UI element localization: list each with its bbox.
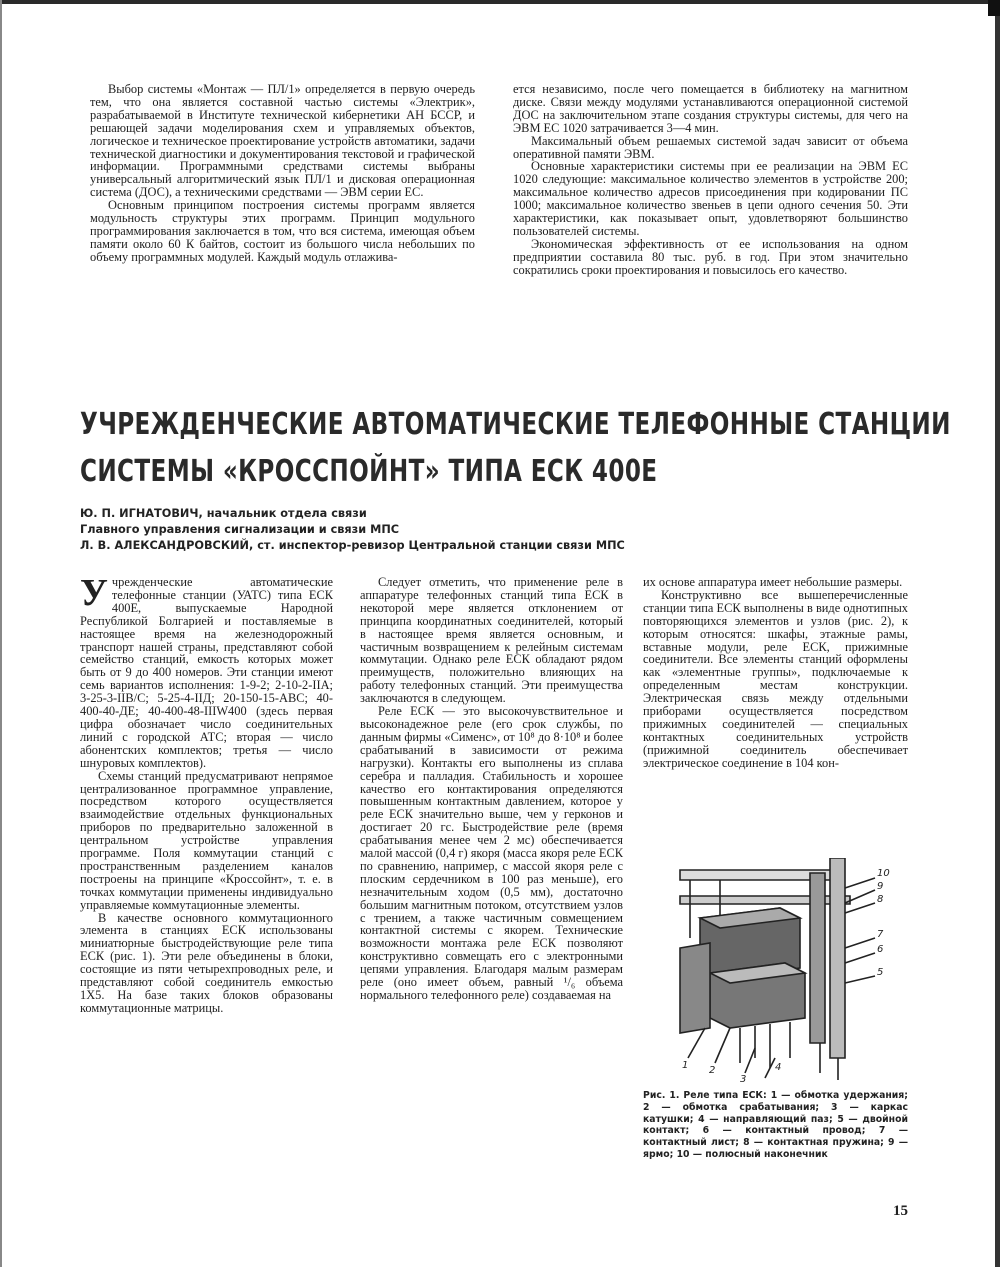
paragraph: Реле ЕСК — это высокочувствительное и высоконадежное реле (его срок службы, по данным фирмы «Сименс», от 10⁸ до 8·10⁸ и более срабатываний в зависимости от режима нагрузки). Контакты его выполнены из сплава серебра и палладия. Стабильность и хорошее качество его контактирования определяются повышенным контактным давлением, которое у реле ЕСК значительно выше, чем у герконов и достигает 20 гс. Быстродействие реле (время срабатывания менее чем 2 мс) обеспечивается малой массой (0,4 г) якоря (масса якоря реле ЕСК по сравнению, например, с массой якоря реле с плоским сердечником в 100 раз меньше), его незначительным ходом (0,5 мм), достаточно большим магнитным потоком, отсутствием узлов с трением, а также частичным совмещением контактной системы с якорем. Технические возможности монтажа реле ЕСК позволяют конструктивно совмещать его с электронными цепями управления. Благодаря малым размерам реле (оно имеет объем, равный ¹/₆ объема нормального телефонного реле) создаваемая на bbox=[360, 704, 623, 1002]
paragraph-text: чрежденческие автоматические телефонные станции (УАТС) типа ЕСК 400Е, выпускаемые Народной Республикой Болгарией и поставляемые в настоящее время на железнодорожный транспорт нашей страны, представляют собой семейство станций, емкость которых может быть от 9 до 400 номеров. Эти станции имеют семь вариантов исполнения: 1-9-2; 2-10-2-IIА; 3-25-3-IIВ/С; 5-25-4-IIД; 20-150-15-АВС; 40-400-40-ДЕ; 40-400-48-IIIW400 (здесь первая цифра обозначает число соединительных линий с городской АТС; вторая — число абонентских комплектов; третья — число шнуровых комплектов). bbox=[80, 575, 333, 770]
top-article-left-column bbox=[90, 83, 475, 264]
paragraph: Схемы станций предусматривают непрямое централизованное программное управление, посредством которого осуществляется взаимодействие отдельных функциональных приборов по предварительно заложенной в центральном устройстве управления программе. Поля коммутации станций с пространственным разделением каналов построены на принципе «Кроссойнт», т. е. в точках коммутации применены индивидуально управляемые коммутационные элементы. bbox=[80, 768, 333, 912]
figure-label: 8 bbox=[877, 894, 884, 905]
paragraph: Следует отметить, что применение реле в аппаратуре телефонных станций типа ЕСК в некоторой мере является отклонением от принципа координатных соединителей, который в настоящее время является основным, и частичным возвращением к релейным системам коммутации. Однако реле ЕСК обладают рядом преимуществ, положительно влияющих на работу телефонных станций. Эти преимущества заключаются в следующем. bbox=[360, 575, 623, 706]
paragraph: ется независимо, после чего помещается в библиотеку на магнитном диске. Связи между модулями устанавливаются операционной системой ДОС на заключительном этапе создания структуры системы, для чего на ЭВМ ЕС 1020 затрачивается 3—4 мин. bbox=[513, 82, 908, 135]
paragraph: В качестве основного коммутационного элемента в станциях ЕСК использованы миниатюрные быстродействующие реле типа ЕСК (рис. 1). Эти реле объединены в блоки, состоящие из пяти четырехпроводных реле, и представляют собой соединитель емкостью 1Х5. На базе таких блоков образованы коммутационные матрицы. bbox=[80, 910, 333, 1015]
top-article-right-column bbox=[513, 83, 908, 277]
paragraph: Основным принципом построения системы программ является модульность структуры этих программ. Принцип модульного программирования заключается в том, что вся система, имеющая объем памяти около 60 К байтов, состоит из большого числа небольших по объему программных модулей. Каждый модуль отлажива- bbox=[90, 198, 475, 264]
paragraph: Выбор системы «Монтаж — ПЛ/1» определяется в первую очередь тем, что она является составной частью системы «Электрик», разрабатываемой в Институте технической кибернетики АН БССР, и решающей задачи моделирования схем и управляемых объектов, логическое и техническое проектирование устройств автоматики, задачи технической диагностики и документирования текстовой и графической информации. Программными средствами системы выбраны универсальный алгоритмический язык ПЛ/1 и дисковая операционная система (ДОС), а техническими средствами — ЭВМ серии ЕС. bbox=[90, 82, 475, 200]
drop-cap: У bbox=[80, 572, 108, 614]
paragraph bbox=[80, 572, 333, 770]
paragraph: Экономическая эффективность от ее использования на одном предприятии составила 80 тыс. руб. в год. При этом значительно сократились сроки проектирования и повысилось его качество. bbox=[513, 236, 908, 277]
paragraph: Основные характеристики системы при ее реализации на ЭВМ ЕС 1020 следующие: максимальное количество элементов в устройстве 200; максимальное количество адресов присоединения при кодировании ПС 1000; максимальное количество звеньев в цепи одного сечения 50. Эти характеристики, как показывает опыт, удовлетворяют большинство пользователей системы. bbox=[513, 159, 908, 238]
author-line: Л. В. АЛЕКСАНДРОВСКИЙ, ст. инспектор-ревизор Центральной станции связи МПС bbox=[80, 539, 625, 552]
figure-label: 10 bbox=[877, 868, 890, 879]
article-title-line-2: СИСТЕМЫ «КРОССПОЙНТ» ТИПА ЕСК 400Е bbox=[80, 454, 658, 489]
scan-edge-right-mark bbox=[988, 0, 1000, 16]
author-line: Ю. П. ИГНАТОВИЧ, начальник отдела связи bbox=[80, 507, 367, 520]
article-title-line-1: УЧРЕЖДЕНЧЕСКИЕ АВТОМАТИЧЕСКИЕ ТЕЛЕФОННЫЕ СТАНЦИИ bbox=[80, 407, 951, 442]
author-line: Главного управления сигнализации и связи МПС bbox=[80, 523, 400, 536]
paragraph: Максимальный объем решаемых системой задач зависит от объема оперативной памяти ЭВМ. bbox=[513, 133, 908, 161]
figure-label: 5 bbox=[877, 967, 884, 978]
figure-label: 7 bbox=[877, 929, 884, 940]
paragraph: их основе аппаратура имеет небольшие размеры. bbox=[643, 575, 903, 589]
article-column-2 bbox=[360, 576, 623, 1002]
figure-label: 4 bbox=[775, 1062, 782, 1073]
paragraph: Конструктивно все вышеперечисленные станции типа ЕСК выполнены в виде однотипных повторяющихся элементов и узлов (рис. 2), к которым относятся: шкафы, этажные рамы, вставные модули, реле ЕСК, прижимные соединители. Все элементы станций оформлены как «элементные группы», подключаемые к определенным местам конструкции. Электрическая связь между отдельными приборами осуществляется посредством прижимных соединителей — специальных контактных соединительных устройств (прижимной соединитель обеспечивает электрическое соединение в 104 кон- bbox=[643, 587, 908, 770]
figure-caption: Рис. 1. Реле типа ЕСК: 1 — обмотка удержания; 2 — обмотка срабатывания; 3 — каркас катушки; 4 — направляющий паз; 5 — двойной контакт; 6 — контактный провод; 7 — контактный лист; 8 — контактная пружина; 9 — ярмо; 10 — полюсный наконечник bbox=[643, 1090, 908, 1160]
relay-figure bbox=[660, 858, 905, 1083]
page-number: 15 bbox=[893, 1203, 908, 1219]
figure-label: 3 bbox=[740, 1074, 747, 1083]
scan-edge-top bbox=[0, 0, 1000, 4]
figure-label: 9 bbox=[877, 881, 884, 892]
scan-edge-left bbox=[0, 0, 2, 1267]
scan-edge-right bbox=[995, 16, 1000, 1267]
article-column-3 bbox=[643, 576, 908, 770]
article-column-1 bbox=[80, 572, 333, 1015]
figure-label: 6 bbox=[877, 944, 884, 955]
figure-label: 1 bbox=[682, 1060, 689, 1071]
figure-label: 2 bbox=[709, 1065, 716, 1076]
